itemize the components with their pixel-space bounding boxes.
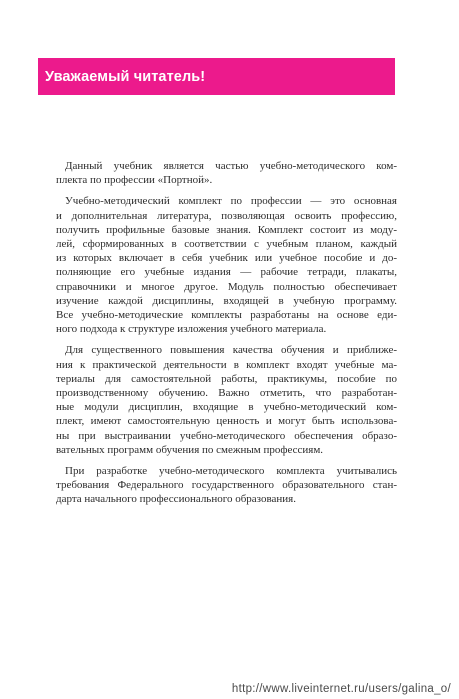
text-line: Для существенного повышения качества обучения и приближе- bbox=[65, 344, 397, 357]
text-line: ные модули дисциплин, входящие в учебно-методический ком- bbox=[56, 401, 397, 414]
text-line: лей, сформированных в соответствии с учебным планом, каждый bbox=[56, 238, 397, 251]
text-line: и дополнительная литература, позволяющая освоить профессию, bbox=[56, 209, 397, 222]
text-line: требования Федерального государственного образовательного стан- bbox=[56, 479, 397, 492]
paragraph bbox=[56, 464, 397, 507]
text-line: Все учебно-методические комплекты разработаны на основе еди- bbox=[56, 309, 397, 322]
text-line: плект, имеют самостоятельную ценность и могут быть использова- bbox=[56, 415, 397, 428]
text-line: Учебно-методический комплект по профессии — это основная bbox=[65, 195, 397, 208]
text-line: ния к практической деятельности в комплект входят учебные ма- bbox=[56, 358, 397, 371]
text-line: плекта по профессии «Портной». bbox=[56, 174, 213, 187]
text-line: полняющие его учебные издания — рабочие тетради, плакаты, bbox=[56, 266, 397, 279]
text-line: из которых включает в себя учебник или учебное пособие и до- bbox=[56, 252, 397, 265]
text-line: дарта начального профессионального образования. bbox=[56, 493, 296, 506]
watermark-url: http://www.liveinternet.ru/users/galina_o/ bbox=[231, 683, 451, 695]
text-line: получить профильные базовые знания. Комплект состоит из моду- bbox=[56, 223, 397, 236]
text-line: вательных программ обучения по смежным профессиям. bbox=[56, 443, 324, 456]
text-line: справочники и многое другое. Модуль полностью обеспечивает bbox=[56, 280, 397, 293]
text-line: Данный учебник является частью учебно-методического ком- bbox=[65, 160, 397, 172]
text-line: ного подхода к структуре изложения учебного материала. bbox=[56, 323, 327, 336]
body-text bbox=[56, 159, 397, 514]
text-line: териалы для самостоятельной работы, практикумы, пособие по bbox=[56, 372, 397, 385]
text-line: изучение каждой дисциплины, входящей в учебную программу. bbox=[56, 294, 397, 307]
page-title: Уважаемый читатель! bbox=[45, 68, 206, 85]
paragraph bbox=[56, 343, 397, 457]
text-line: При разработке учебно-методического комплекта учитывались bbox=[65, 465, 397, 478]
text-line: ны при выстраивании учебно-методического обеспечения образо- bbox=[56, 429, 397, 442]
paragraph bbox=[56, 194, 397, 336]
text-line: производственному обучению. Важно отметить, что разработан- bbox=[56, 387, 397, 400]
paragraph bbox=[56, 159, 397, 187]
header-banner bbox=[38, 58, 395, 95]
